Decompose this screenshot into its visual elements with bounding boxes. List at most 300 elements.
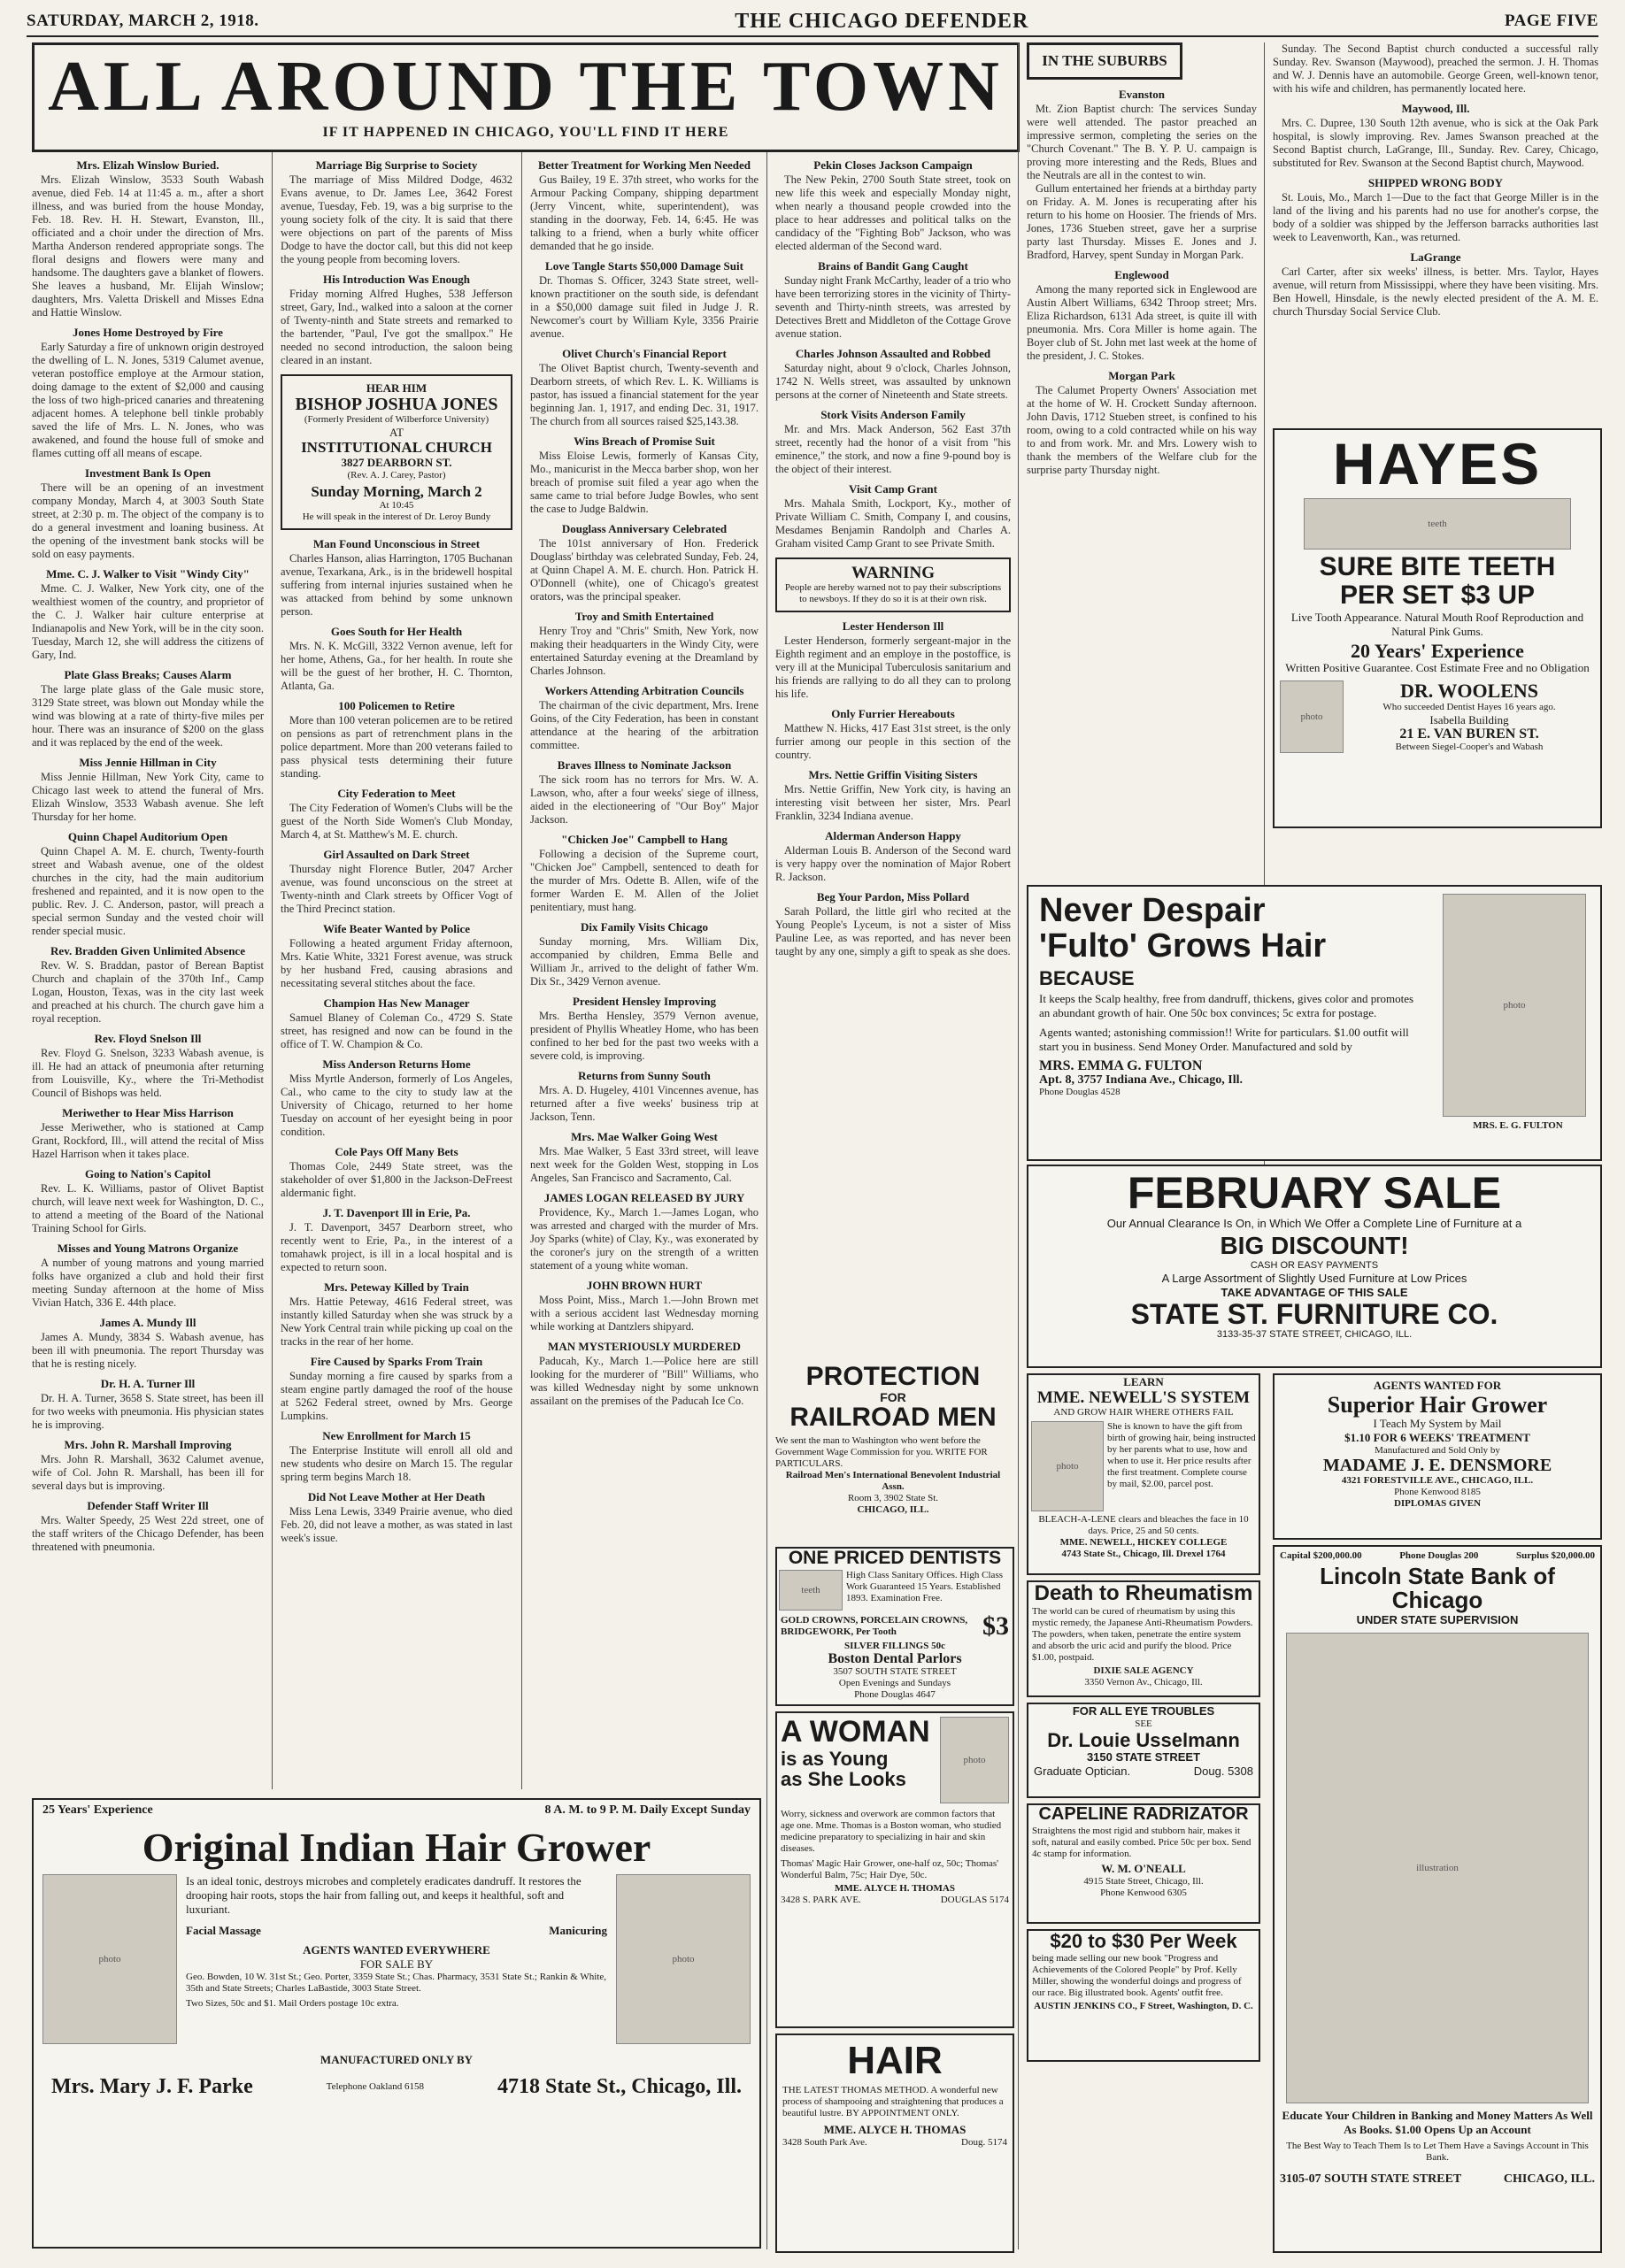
article-headline: City Federation to Meet <box>337 786 456 800</box>
bank-addr: 3105-07 SOUTH STATE STREET <box>1280 2172 1462 2186</box>
bishop-hear: HEAR HIM <box>366 381 427 395</box>
capeline-body: Straightens the most rigid and stubborn hair, makes it soft, natural and easily combed. Price 50c per box. Send 4c stamp for information. <box>1032 1826 1251 1859</box>
article-headline: Stork Visits Anderson Family <box>820 408 966 421</box>
article-body: Rev. L. K. Williams, pastor of Olivet Baptist church, will leave next week for Washington, D. C., to attend a meeting of the Board of the National Training School for Girls. <box>32 1182 264 1234</box>
indian-dealers: Geo. Bowden, 10 W. 31st St.; Geo. Porter, 3359 State St.; Chas. Pharmacy, 3531 State St.; Rankin & White, 35th and State Streets; Charles LaBastide, 3003 State Street. <box>186 1972 606 1995</box>
railroad-org: Railroad Men's International Benevolent Industrial Assn. <box>785 1469 1001 1492</box>
woman-body: Worry, sickness and overwork are common factors that age one. Mme. Thomas is a Boston woman, who studied medicine preparatory to specializing in hair and skin diseases. <box>781 1809 1002 1854</box>
article-body: The City Federation of Women's Clubs will be the guest of the North Side Women's Club Monday, March 4, at St. Matthew's M. E. church. <box>281 801 512 841</box>
bishop-jones-ad <box>281 374 512 530</box>
dentists-ad <box>775 1547 1014 1706</box>
bishop-pastor: (Rev. A. J. Carey, Pastor) <box>347 469 446 481</box>
fulto-line2: 'Fulto' Grows Hair <box>1039 926 1327 965</box>
article-headline: Pekin Closes Jackson Campaign <box>813 158 973 172</box>
article-headline: Quinn Chapel Auditorium Open <box>67 830 228 843</box>
article-headline: Meriwether to Hear Miss Harrison <box>62 1106 234 1119</box>
hayes-dentist-ad <box>1273 428 1602 828</box>
article-body: Moss Point, Miss., March 1.—John Brown met with a serious accident last Wednesday morning while working at Dantzlers shipyard. <box>530 1294 759 1333</box>
warning-box <box>775 557 1011 612</box>
newell-portrait: photo <box>1031 1421 1104 1511</box>
woman-name: MME. ALYCE H. THOMAS <box>835 1883 955 1894</box>
bank-city: CHICAGO, ILL. <box>1503 2172 1595 2186</box>
fulto-portrait: photo <box>1443 894 1586 1117</box>
bank-surplus: Surplus $20,000.00 <box>1516 1550 1595 1561</box>
article-body: The chairman of the civic department, Mrs. Irene Goins, of the City Federation, has been in constant attendance at the hearing of the arbitration committee. <box>530 699 759 751</box>
tooth-illustration: teeth <box>779 1570 843 1611</box>
sale-line1: Our Annual Clearance Is On, in Which We Offer a Complete Line of Furniture at a <box>1106 1216 1522 1230</box>
article-headline: Jones Home Destroyed by Fire <box>73 326 223 339</box>
capeline-ad <box>1027 1803 1260 1924</box>
rheumatism-agency: DIXIE SALE AGENCY <box>1093 1665 1194 1677</box>
article-headline: Love Tangle Starts $50,000 Damage Suit <box>545 259 743 273</box>
hayes-price: PER SET $3 UP <box>1339 580 1536 610</box>
article-headline: Defender Staff Writer Ill <box>87 1499 209 1512</box>
sale-big: BIG DISCOUNT! <box>1220 1231 1409 1259</box>
fulto-addr: Apt. 8, 3757 Indiana Ave., Chicago, Ill. <box>1039 1072 1243 1087</box>
article-body: Sunday. The Second Baptist church conducted a successful rally Sunday. Rev. Swanson (Maywood), preached the sermon. J. H. Thomas and W. J. Dennis have an automobile. George Green, well-known tenor, with his wife and children, has permanently located here. <box>1273 42 1598 95</box>
article-body: Mrs. Hattie Peteway, 4616 Federal street, was instantly killed Saturday when she was struck by a New York Central train while picking up coal on the tracks in the rear of her home. <box>281 1295 512 1348</box>
article-headline: Mrs. John R. Marshall Improving <box>64 1438 232 1451</box>
article-body: The New Pekin, 2700 South State street, took on new life this week and especially Monday night, when nearly a thousand people crowded into the place to hear addresses and political talks on the candidacy of the "Fighting Bob" Jackson, who was elected alderman of the Second ward. <box>775 173 1011 252</box>
bank-sub: UNDER STATE SUPERVISION <box>1356 1612 1519 1626</box>
news-column-6 <box>1273 42 1598 423</box>
article-headline: JAMES LOGAN RELEASED BY JURY <box>543 1191 745 1204</box>
bank-educate: Educate Your Children in Banking and Money Matters As Well As Books. $1.00 Opens Up an Account <box>1282 2108 1593 2136</box>
indian-addr: 4718 State St., Chicago, Ill. <box>497 2075 742 2099</box>
article-body: Mrs. A. D. Hugeley, 4101 Vincennes avenue, has returned after a five weeks' business trip at Jackson, Tenn. <box>530 1084 759 1123</box>
woman-phone: DOUGLAS 5174 <box>940 1895 1009 1905</box>
article-body: Mrs. John R. Marshall, 3632 Calumet avenue, wife of Col. John R. Marshall, has been ill for several days but is improving. <box>32 1453 264 1492</box>
article-headline: Charles Johnson Assaulted and Robbed <box>795 347 991 360</box>
article-headline: Champion Has New Manager <box>323 996 470 1010</box>
dentists-title: ONE PRICED DENTISTS <box>788 1548 1002 1568</box>
dentists-name: Boston Dental Parlors <box>828 1650 962 1666</box>
bank-capital: Capital $200,000.00 <box>1280 1550 1362 1561</box>
article-body: The Olivet Baptist church, Twenty-seventh and Dearborn streets, of which Rev. L. K. Williams is pastor, has issued a financial statement for the year beginning Jan. 1, 1917, and ending Dec. 31, 1917. The church from all sources raised $25,143.38. <box>530 362 759 427</box>
article-headline: Dr. H. A. Turner Ill <box>100 1377 196 1390</box>
section-banner <box>32 42 1020 152</box>
hayes-dr: DR. WOOLENS <box>1399 680 1539 703</box>
issue-date: SATURDAY, MARCH 2, 1918. <box>27 12 259 30</box>
money-title: $20 to $30 Per Week <box>1050 1930 1237 1952</box>
hayes-guarantee: Written Positive Guarantee. Cost Estimate Free and no Obligation <box>1285 661 1590 675</box>
article-body: The large plate glass of the Gale music store, 3129 State street, was blown out Monday while the wind was blowing at a rate of thirty-five miles per hour. There was an insurance of $200 on the glass and it was replaced by the end of the week. <box>32 683 264 749</box>
indian-hours: 8 A. M. to 9 P. M. Daily Except Sunday <box>544 1803 751 1817</box>
furniture-sale-ad <box>1027 1165 1602 1368</box>
sale-line2: A Large Assortment of Slightly Used Furniture at Low Prices <box>1161 1271 1467 1285</box>
article-headline: Mrs. Elizah Winslow Buried. <box>76 158 219 172</box>
article-headline: MAN MYSTERIOUSLY MURDERED <box>548 1340 741 1353</box>
article-headline: Returns from Sunny South <box>578 1069 711 1082</box>
dentists-open: Open Evenings and Sundays <box>838 1678 951 1689</box>
article-body: St. Louis, Mo., March 1—Due to the fact that George Miller is in the land of the living and his parents had no use for another's corpse, the body of a soldier was shipped by the Jefferson barracks authorities last week to Leavenworth, Kan., was returned. <box>1273 191 1598 243</box>
article-headline: Mrs. Mae Walker Going West <box>571 1130 718 1143</box>
article-headline: Only Furrier Hereabouts <box>831 706 955 720</box>
article-body: Miss Lena Lewis, 3349 Prairie avenue, who died Feb. 20, did not leave a mother, as was stated in last week's issue. <box>281 1504 512 1544</box>
article-headline: Mrs. Nettie Griffin Visiting Sisters <box>808 767 978 781</box>
article-headline: "Chicken Joe" Campbell to Hang <box>561 833 728 846</box>
woman-l2: is as Young <box>781 1747 889 1770</box>
article-headline: Dix Family Visits Chicago <box>580 920 709 934</box>
article-headline: Man Found Unconscious in Street <box>312 536 481 550</box>
densmore-teach: I Teach My System by Mail <box>1373 1417 1502 1431</box>
article-body: Mrs. Mae Walker, 5 East 33rd street, will leave next week for the Golden West, stopping in Los Angeles, San Francisco and Sacramento, Cal. <box>530 1145 759 1184</box>
eye-doug: Doug. 5308 <box>1193 1764 1253 1779</box>
article-body: Among the many reported sick in Englewood are Austin Albert Williams, 6342 Throop street; Mrs. Eliza Richardson, 6131 Ada street, is quite ill with pneumonia. Mrs. Cora Miller is home again. The Boyer club of St. John met last week at the home of the president, J. C. Stokes. <box>1027 283 1257 362</box>
capeline-title: CAPELINE RADRIZATOR <box>1038 1804 1249 1824</box>
indian-hair-grower-ad <box>32 1798 761 2249</box>
newell-name: MME. NEWELL'S SYSTEM <box>1036 1388 1251 1407</box>
fulto-caption: MRS. E. G. FULTON <box>1473 1120 1563 1131</box>
dentists-sub: High Class Sanitary Offices. High Class Work Guaranteed 15 Years. Established 1893. Examination Free. <box>846 1570 1004 1604</box>
articles-after-ad <box>281 537 512 1545</box>
article-headline: Fire Caused by Sparks From Train <box>310 1354 483 1368</box>
article-body: Sunday morning, Mrs. William Dix, accompanied by children, Emma Belle and William Jr., arrived to the delight of father Wm. Dix Sr., 3429 Vernon avenue. <box>530 935 759 988</box>
article-body: Early Saturday a fire of unknown origin destroyed the dwelling of L. N. Jones, 5319 Calumet avenue, veteran postoffice employe at the Armour station, doing damage to the extent of $2,000 and causing the loss of two high-priced canaries and threatening adjacent homes. A telephone bell tinkle probably saved the life of Mrs. L. N. Jones, who was awakened, and found the house full of smoke and flames cutting off all means of escape. <box>32 341 264 459</box>
banner-title: ALL AROUND THE TOWN <box>48 48 1004 126</box>
article-body: The Enterprise Institute will enroll all old and new students who desire on March 15. The regular spring term begins March 18. <box>281 1443 512 1483</box>
article-headline: Alderman Anderson Happy <box>825 828 961 842</box>
eye-head: FOR ALL EYE TROUBLES <box>1072 1704 1215 1718</box>
eye-see: SEE <box>1135 1718 1152 1729</box>
article-headline: New Enrollment for March 15 <box>322 1428 471 1442</box>
newell-system-ad <box>1027 1373 1260 1575</box>
articles-bottom <box>775 619 1011 958</box>
hayes-exp: 20 Years' Experience <box>1351 640 1524 663</box>
article-headline: Visit Camp Grant <box>849 482 937 496</box>
article-body: Mr. and Mrs. Mack Anderson, 562 East 37th street, recently had the honor of a visit from "his eminence," the stork, and now a fine 9-pound boy is the object of their interest. <box>775 423 1011 475</box>
rheumatism-body: The world can be cured of rheumatism by using this mystic remedy, the Japanese Anti-Rheumatism Powders. The powders, when taken, penetrate the entire system and absorb the uric acid and purify the blood. Price $1.00, postpaid. <box>1032 1606 1253 1664</box>
sale-store: STATE ST. FURNITURE CO. <box>1130 1297 1498 1330</box>
article-headline: Marriage Big Surprise to Society <box>315 158 478 172</box>
hayes-dr-sub: Who succeeded Dentist Hayes 16 years ago. <box>1382 701 1556 712</box>
indian-agents: AGENTS WANTED EVERYWHERE <box>303 1943 490 1957</box>
bishop-note: He will speak in the interest of Dr. Leroy Bundy <box>302 511 491 522</box>
article-headline: Miss Anderson Returns Home <box>322 1057 471 1071</box>
dentists-phone: Phone Douglas 4647 <box>854 1689 936 1701</box>
article-body: Friday morning Alfred Hughes, 538 Jefferson street, Gary, Ind., walked into a saloon at the corner of Twenty-ninth and State streets and remarked to the bartender, "Paul, I've got the smallpox." He needed no second introduction, the saloon being cleared in an instant. <box>281 288 512 366</box>
article-headline: Douglass Anniversary Celebrated <box>561 522 728 535</box>
column-rule <box>1264 42 1265 1361</box>
article-body: More than 100 veteran policemen are to be retired on pensions as part of retrenchment plans in the police department. More than 200 veterans failed to pass physical tests determining their future standing. <box>281 713 512 780</box>
indian-manicuring: Manicuring <box>549 1924 607 1938</box>
article-headline: Better Treatment for Working Men Needed <box>537 158 751 172</box>
column-rule <box>521 152 522 1789</box>
newell-bleach: BLEACH-A-LENE clears and bleaches the face in 10 days. Price, 25 and 50 cents. <box>1038 1513 1249 1536</box>
dentists-addr: 3507 SOUTH STATE STREET <box>833 1666 957 1678</box>
article-body: Dr. H. A. Turner, 3658 S. State street, has been ill for two weeks with pneumonia. His physician states he is improving. <box>32 1392 264 1431</box>
article-body: Providence, Ky., March 1.—James Logan, who was arrested and charged with the murder of Mrs. Joy Sparks (white) of Clay, Ky., was exonerated by the coroner's jury on the strength of a written statement of a young white woman. <box>530 1206 759 1272</box>
newell-maker: MME. NEWELL, HICKEY COLLEGE <box>1059 1536 1228 1548</box>
article-body: Dr. Thomas S. Officer, 3243 State street, well-known practitioner on the south side, is defendant in a $50,000 damage suit filed in Judge J. R. Newcomer's court by William Kyle, 3356 Prairie avenue. <box>530 274 759 340</box>
article-headline: Rev. Bradden Given Unlimited Absence <box>50 944 245 957</box>
money-body: being made selling our new book "Progress and Achievements of the Colored People" by Prof. Kelly Miller, showing the wonderful doings and progress of our race. Big illustrated book. Agents' outfit free. <box>1032 1953 1242 1999</box>
woman-l3: as She Looks <box>781 1767 906 1790</box>
indian-tel: Telephone Oakland 6158 <box>326 2081 425 2093</box>
article-body: Thomas Cole, 2449 State street, was the stakeholder of over $1,800 in the Jackson-DeFreest aldermanic fight. <box>281 1159 512 1199</box>
article-body: Saturday night, about 9 o'clock, Charles Johnson, 1742 N. Wells street, was assaulted by unknown persons at the corner of Nineteenth and State streets. <box>775 362 1011 401</box>
bishop-address: 3827 DEARBORN ST. <box>341 455 452 469</box>
woman-l1: A WOMAN <box>781 1715 930 1749</box>
article-body: Alderman Louis B. Anderson of the Second ward is very happy over the nomination of Major Robert R. Jackson. <box>775 843 1011 883</box>
article-body: Charles Hanson, alias Harrington, 1705 Buchanan avenue, Texarkana, Ark., is in the bridewell hospital suffering from internal injuries sustained when he was attacked from behind by some unknown person. <box>281 551 512 618</box>
eye-name: Dr. Louie Usselmann <box>1047 1729 1240 1751</box>
densmore-agents: AGENTS WANTED FOR <box>1373 1379 1502 1392</box>
column-rule <box>272 152 273 1789</box>
railroad-body: We sent the man to Washington who went before the Government Wage Commission for you. WRITE FOR PARTICULARS. <box>775 1434 988 1469</box>
bishop-at: AT <box>389 426 404 439</box>
article-body: Jesse Meriwether, who is stationed at Camp Grant, Rockford, Ill., will attend the recital of Miss Hazel Harrison when it takes place. <box>32 1121 264 1160</box>
articles-top <box>775 158 1011 550</box>
fulto-line1: Never Despair <box>1039 892 1266 929</box>
article-body: A number of young matrons and young married folks have organized a club and hold their first meeting Sunday afternoon at the home of Miss Vivian Hatch, 336 E. 44th place. <box>32 1257 264 1309</box>
railroad-room: Room 3, 3902 State St. <box>847 1492 939 1503</box>
article-headline: Workers Attending Arbitration Councils <box>544 684 744 697</box>
woman-portrait: photo <box>940 1717 1009 1803</box>
fulto-seller: MRS. EMMA G. FULTON <box>1039 1057 1203 1073</box>
indian-facial: Facial Massage <box>186 1924 261 1938</box>
banner-subtitle: IF IT HAPPENED IN CHICAGO, YOU'LL FIND IT HERE <box>322 125 729 140</box>
eye-addr: 3150 STATE STREET <box>1086 1750 1201 1764</box>
article-body: J. T. Davenport, 3457 Dearborn street, who recently went to Erie, Pa., in the interest of a tomahawk project, is ill in a local hospital and is expected to return soon. <box>281 1220 512 1273</box>
bishop-time: Sunday Morning, March 2 <box>311 482 482 500</box>
indian-mfd: MANUFACTURED ONLY BY <box>320 2053 474 2067</box>
hayes-between: Between Siegel-Cooper's and Wabash <box>1395 742 1544 753</box>
fulto-agents: Agents wanted; astonishing commission!! Write for particulars. $1.00 outfit will start you in business. Send Money Order. Manufactured and sold by <box>1039 1025 1409 1053</box>
hayes-addr: 21 E. VAN BUREN ST. <box>1399 726 1539 742</box>
article-body: There will be an opening of an investment company Monday, March 4, at 3003 South State street, at 2:30 p. m. The object of the company is to do a general investment and loaning business. At the opening of the investment bank stocks will be sold on easy payments. <box>32 481 264 560</box>
bank-phone: Phone Douglas 200 <box>1399 1550 1479 1561</box>
page-number: PAGE FIVE <box>1504 12 1598 30</box>
article-body: James A. Mundy, 3834 S. Wabash avenue, has been ill with pneumonia. The report Thursday was that he is resting nicely. <box>32 1331 264 1370</box>
article-headline: Braves Illness to Nominate Jackson <box>557 758 732 772</box>
railroad-l3: RAILROAD MEN <box>789 1403 997 1433</box>
article-body: Paducah, Ky., March 1.—Police here are still looking for the murderer of "Bill" Williams, who was killed Wednesday night by some unknown assailant on the premises of the Paducah Ice Co. <box>530 1355 759 1407</box>
article-headline: Troy and Smith Entertained <box>574 610 714 623</box>
woman-addr: 3428 S. PARK AVE. <box>781 1895 861 1905</box>
news-column-1 <box>32 152 264 1789</box>
article-body: Miss Jennie Hillman, New York City, came to Chicago last week to attend the funeral of Mrs. Elizah Winslow, 3533 Wabash avenue. She left Thursday for her home. <box>32 771 264 823</box>
suburbs-heading: IN THE SUBURBS <box>1027 42 1182 80</box>
fulto-line3: BECAUSE <box>1039 966 1135 989</box>
article-body: Henry Troy and "Chris" Smith, New York, now making their headquarters in the Windy City, were entertained Saturday evening at the Dreamland by Charles Johnson. <box>530 625 759 677</box>
eye-grad: Graduate Optician. <box>1034 1764 1131 1779</box>
sale-take: TAKE ADVANTAGE OF THIS SALE <box>1221 1285 1408 1299</box>
sale-title: FEBRUARY SALE <box>1127 1168 1502 1218</box>
bishop-name: BISHOP JOSHUA JONES <box>295 395 498 414</box>
hair-title: HAIR <box>847 2039 943 2082</box>
densmore-hair-ad <box>1273 1373 1602 1540</box>
railroad-city: CHICAGO, ILL. <box>857 1503 929 1515</box>
article-body: The 101st anniversary of Hon. Frederick Douglass' birthday was celebrated Sunday, Feb. 24, at Quinn Chapel A. M. E. church. Hon. Patrick H. O'Donnell (white), one of Chicago's greatest orators, was the principal speaker. <box>530 537 759 603</box>
article-body: Following a heated argument Friday afternoon, Mrs. Katie White, 3321 Forest avenue, was struck by her husband Fred, causing abrasions and necessitating several stitches about the face. <box>281 936 512 989</box>
hayes-name: HAYES <box>1332 431 1543 496</box>
article-headline: J. T. Davenport Ill in Erie, Pa. <box>322 1205 471 1219</box>
sale-addr: 3133-35-37 STATE STREET, CHICAGO, ILL. <box>1216 1329 1413 1341</box>
hair-phone: Doug. 5174 <box>961 2137 1007 2149</box>
fulto-phone: Phone Douglas 4528 <box>1039 1087 1121 1098</box>
woman-young-ad <box>775 1711 1014 2028</box>
warning-title: WARNING <box>851 564 935 582</box>
article-body: The Calumet Property Owners' Association met at the home of W. H. Crockett Sunday afternoon. John Davis, 1712 Stueben street, is confined to his room, owing to a cold contracted while on his way to and from work. Mr. and Mrs. Lowery wish to thank the members of the Welfare club for the surprise party Thursday night. <box>1027 384 1257 476</box>
densmore-diplomas: DIPLOMAS GIVEN <box>1393 1498 1482 1510</box>
hair-addr: 3428 South Park Ave. <box>782 2137 867 2149</box>
lincoln-bank-ad <box>1273 1545 1602 2253</box>
bishop-formerly: (Formerly President of Wilberforce University) <box>304 414 489 425</box>
article-headline: Maywood, Ill. <box>1401 102 1470 115</box>
hayes-headline: SURE BITE TEETH <box>1319 552 1556 582</box>
article-headline: Wins Breach of Promise Suit <box>574 434 715 448</box>
bishop-church: INSTITUTIONAL CHURCH <box>301 439 492 456</box>
article-body: Gus Bailey, 19 E. 37th street, who works for the Armour Packing Company, shipping department (Jerry Vincent, white, superintendent), was standing in the doorway, Feb. 14, 6:45. He was talking to a friend, when a burly white officer demanded that he go inside. <box>530 173 759 252</box>
article-body: Rev. W. S. Braddan, pastor of Berean Baptist Church and chaplain of the 370th Inf., Camp Logan, Houston, Texas, was in the city last week and preached at his church. The church gave him a royal reception. <box>32 959 264 1025</box>
article-headline: Lester Henderson Ill <box>842 619 944 633</box>
indian-prices: Two Sizes, 50c and $1. Mail Orders postage 10c extra. <box>186 1998 399 2010</box>
article-headline: Girl Assaulted on Dark Street <box>323 847 470 861</box>
densmore-addr: 4321 FORESTVILLE AVE., CHICAGO, ILL. <box>1341 1475 1534 1487</box>
warning-body: People are hereby warned not to pay their subscriptions to newsboys. If they do so it is at their own risk. <box>784 581 1002 604</box>
article-headline: Wife Beater Wanted by Police <box>322 921 471 935</box>
article-headline: Mme. C. J. Walker to Visit "Windy City" <box>46 567 250 580</box>
dentists-gold: GOLD CROWNS, PORCELAIN CROWNS, BRIDGEWORK, Per Tooth <box>781 1614 968 1637</box>
bank-body: The Best Way to Teach Them Is to Let Them Have a Savings Account in This Bank. <box>1286 2140 1589 2163</box>
densmore-price: $1.10 FOR 6 WEEKS' TREATMENT <box>1344 1431 1530 1445</box>
article-headline: Did Not Leave Mother at Her Death <box>307 1489 486 1503</box>
newspaper-title: THE CHICAGO DEFENDER <box>735 9 1029 33</box>
densmore-name: MADAME J. E. DENSMORE <box>1322 1456 1552 1476</box>
article-headline: Cole Pays Off Many Bets <box>335 1144 458 1158</box>
newell-body: She is known to have the gift from birth of growing hair, being instructed by her parents what to use, how and when to use it. Her price results after the first treatment. Complete course by mail, $2.00, parcel post. <box>1107 1420 1256 1489</box>
article-headline: James A. Mundy Ill <box>99 1316 196 1329</box>
rheumatism-ad <box>1027 1580 1260 1697</box>
woman-prices: Thomas' Magic Hair Grower, one-half oz, 50c; Thomas' Wonderful Balm, 75c; Hair Dye, 50c. <box>781 1858 999 1880</box>
teeth-illustration: teeth <box>1304 498 1571 550</box>
fulto-body: It keeps the Scalp healthy, free from dandruff, thickens, gives color and promotes an abundant growth of hair. One 50c box convinces; 5c extra for postage. <box>1039 991 1414 1019</box>
portrait-photo: photo <box>42 1874 177 2044</box>
article-body: Mrs. C. Dupree, 130 South 12th avenue, who is sick at the Oak Park hospital, is slowly improving. Rev. James Swanson preached at the Second Baptist church, LaGrange, Ill., Sunday. Rev. Carey, Chicago, substituted for Rev. Swanson at the Second Baptist church, Maywood. <box>1273 117 1598 169</box>
article-body: The marriage of Miss Mildred Dodge, 4632 Evans avenue, to Dr. James Lee, 3642 Forest avenue, Tuesday, Feb. 19, was a big surprise to the young society folk of the city. It is said that there were objections on part of the parents of Miss Dodge to have the doctor call, but this did not keep the young people from becoming lovers. <box>281 173 512 265</box>
article-headline: Plate Glass Breaks; Causes Alarm <box>64 668 232 681</box>
capeline-phone: Phone Kenwood 6305 <box>1100 1887 1187 1898</box>
dentist-portrait: photo <box>1280 680 1344 753</box>
book-agents-ad <box>1027 1929 1260 2062</box>
newell-sub: AND GROW HAIR WHERE OTHERS FAIL <box>1053 1406 1234 1418</box>
bishop-hour: At 10:45 <box>379 499 414 511</box>
article-body: Miss Myrtle Anderson, formerly of Los Angeles, Cal., who came to the city to study law at the University of Chicago, returned to her home Tuesday on account of her eyesight being in poor condition. <box>281 1072 512 1138</box>
dentists-price: $3 <box>982 1611 1009 1641</box>
article-body: The sick room has no terrors for Mrs. W. A. Lawson, who, after a four weeks' siege of illness, aided in the electioneering of "Our Boy" Major Jackson. <box>530 773 759 826</box>
articles-before-ad <box>281 158 512 367</box>
article-body: Sunday morning a fire caused by sparks from a steam engine partly damaged the roof of the house at 5262 Federal street, owned by Mrs. George Lumpkins. <box>281 1369 512 1422</box>
indian-years: 25 Years' Experience <box>42 1803 153 1817</box>
article-headline: Evanston <box>1118 88 1166 101</box>
article-body: Miss Eloise Lewis, formerly of Kansas City, Mo., manicurist in the Mecca barber shop, won her breach of promise suit filed a year ago when the same came to trial before Judge Bowles, who sent the case to Judge Baldwin. <box>530 450 759 515</box>
article-headline: Goes South for Her Health <box>330 624 463 638</box>
article-body: Lester Henderson, formerly sergeant-major in the Eighth regiment and an employe in the postoffice, is very ill at the Municipal Tuberculosis sanitarium and his friends are rallying to do all they can to prolong his life. <box>775 634 1011 700</box>
article-body: Mrs. Nettie Griffin, New York city, is having an interesting visit between her sister, Mrs. Pearl Franklin, 3234 Indiana avenue. <box>775 782 1011 822</box>
article-headline: Investment Bank Is Open <box>85 466 211 480</box>
densmore-title: Superior Hair Grower <box>1327 1392 1548 1418</box>
hayes-bldg: Isabella Building <box>1429 712 1509 727</box>
article-body: Mrs. Bertha Hensley, 3579 Vernon avenue, president of Phyllis Wheatley Home, who has been confined to her bed for the past two weeks with a severe cold, is improving. <box>530 1010 759 1062</box>
dentists-fill: SILVER FILLINGS 50c <box>844 1640 945 1651</box>
hair-thomas-ad <box>775 2034 1014 2253</box>
article-body: Mrs. Elizah Winslow, 3533 South Wabash avenue, died Feb. 14 at 11:45 a. m., after a short illness, and was buried from the house Monday, Feb. 18. Rev. H. H. Stewart, Evanston, Ill., officiated and a choir under the direction of Mrs. Martha Anderson rendered appropriate songs. The floral designs and flowers were many and handsome. The daughters gave a blanket of flowers. She leaves a husband, Mr. Elijah Winslow; daughters, Mrs. Valetta Driskell and Misses Edna and Hattie Winslow. <box>32 173 264 319</box>
column-rule <box>766 152 767 2249</box>
indian-maker: Mrs. Mary J. F. Parke <box>51 2075 253 2099</box>
article-headline: Englewood <box>1114 268 1169 281</box>
article-body: Gullum entertained her friends at a birthday party on Friday. A. M. Jones is recuperating after his return to his home on Hoosier. The friends of Mrs. Jones, 1736 Stueben street, gave her a surprise party last Thursday. Misses E. Jones and J. Bradford, Harvey, spent Sunday in Morgan Park. <box>1027 182 1257 261</box>
indian-sale: FOR SALE BY <box>359 1957 434 1972</box>
railroad-l2: FOR <box>880 1389 906 1404</box>
densmore-phone: Phone Kenwood 8185 <box>1394 1487 1481 1498</box>
hair-name: MME. ALYCE H. THOMAS <box>823 2123 967 2137</box>
sale-cash: CASH OR EASY PAYMENTS <box>1250 1259 1379 1271</box>
article-headline: His Introduction Was Enough <box>322 273 471 286</box>
article-headline: Miss Jennie Hillman in City <box>79 756 217 769</box>
rheumatism-addr: 3350 Vernon Av., Chicago, Ill. <box>1084 1677 1203 1688</box>
news-column-4 <box>775 152 1011 1356</box>
article-body: Mrs. N. K. McGill, 3322 Vernon avenue, left for her home, Athens, Ga., for her health. In route she will be the guest of her brother, H. C. Thornton, Atlanta, Ga. <box>281 639 512 692</box>
article-headline: President Hensley Improving <box>572 995 717 1008</box>
article-headline: Rev. Floyd Snelson Ill <box>94 1032 202 1045</box>
indian-body: Is an ideal tonic, destroys microbes and completely eradicates dandruff. It restores the drooping hair roots, stops the hair from falling out, and keeps it healthful, soft and luxuriant. <box>186 1874 581 1917</box>
article-body: Mt. Zion Baptist church: The services Sunday were well attended. The pastor preached an impressive sermon, completing the series on the "Church Covenant." The B. Y. P. U. campaign is proving more interesting and the Reds, Blues and the Neutrals are all in the contest to win. <box>1027 103 1257 181</box>
article-body: Mme. C. J. Walker, New York city, one of the wealthiest women of the country, and proprietor of the C. J. Walker hair culture enterprise at Indianapolis and New York, will be in the city soon. Tuesday, March 12, she will address the citizens of Gary, Ind. <box>32 582 264 661</box>
newell-learn: LEARN <box>1123 1375 1164 1388</box>
densmore-mfd: Manufactured and Sold Only by <box>1375 1445 1500 1457</box>
article-headline: Going to Nation's Capitol <box>85 1167 211 1180</box>
fulto-hair-ad <box>1027 885 1602 1161</box>
bank-name: Lincoln State Bank of Chicago <box>1320 1563 1555 1614</box>
news-column-2 <box>281 152 512 1789</box>
article-body: Sunday night Frank McCarthy, leader of a trio who have been terrorizing stores in the vicinity of Thirty-seventh and Thirty-ninth streets, was arrested by Detectives Brett and Middleton of the Cottage Grove avenue station. <box>775 274 1011 340</box>
newell-addr: 4743 State St., Chicago, Ill. Drexel 1764 <box>1061 1548 1226 1559</box>
railroad-l1: PROTECTION <box>805 1363 981 1391</box>
rheumatism-title: Death to Rheumatism <box>1034 1581 1253 1605</box>
indian-title: Original Indian Hair Grower <box>142 1825 651 1870</box>
article-body: Samuel Blaney of Coleman Co., 4729 S. State street, has resigned and now can be found in the office of T. W. Champion & Co. <box>281 1011 512 1050</box>
article-body: Carl Carter, after six weeks' illness, is better. Mrs. Taylor, Hayes avenue, will return from Mississippi, where they have been visiting. Mrs. Ben Howell, Hinsdale, is the newly elected president of the A. M. E. church Thursday Social Service Club. <box>1273 265 1598 318</box>
money-firm: AUSTIN JENKINS CO., F Street, Washington, D. C. <box>1034 2001 1253 2012</box>
article-headline: JOHN BROWN HURT <box>586 1279 703 1292</box>
bank-illustration: illustration <box>1286 1633 1589 2103</box>
column-rule <box>1018 42 1019 2249</box>
hair-body: THE LATEST THOMAS METHOD. A wonderful new process of shampooing and straightening that produces a beautiful lustre. BY APPOINTMENT ONLY. <box>782 2085 1004 2119</box>
portrait-photo: photo <box>616 1874 751 2044</box>
article-headline: LaGrange <box>1410 250 1461 264</box>
optician-ad <box>1027 1703 1260 1798</box>
article-headline: Mrs. Peteway Killed by Train <box>324 1280 469 1294</box>
article-headline: 100 Policemen to Retire <box>338 698 455 712</box>
article-headline: Brains of Bandit Gang Caught <box>818 259 968 273</box>
article-headline: Beg Your Pardon, Miss Pollard <box>816 889 970 903</box>
capeline-addr: 4915 State Street, Chicago, Ill. <box>1083 1876 1204 1887</box>
hayes-sub: Live Tooth Appearance. Natural Mouth Roof Reproduction and Natural Pink Gums. <box>1290 611 1584 639</box>
article-body: Following a decision of the Supreme court, "Chicken Joe" Campbell, sentenced to death for the murder of Mrs. Odette B. Allen, wife of the former Warden E. M. Allen of the Joliet penitentiary, must hang. <box>530 848 759 913</box>
article-body: Mrs. Mahala Smith, Lockport, Ky., mother of Private William C. Smith, Company I, and cousins, Mesdames Benjamin Randolph and Charles A. Graham visited Camp Grant to see Private Smith. <box>775 497 1011 550</box>
railroad-men-ad <box>775 1363 1011 1540</box>
article-headline: SHIPPED WRONG BODY <box>1367 176 1504 189</box>
article-headline: Morgan Park <box>1108 369 1175 382</box>
article-body: Rev. Floyd G. Snelson, 3233 Wabash avenue, is ill. He had an attack of pneumonia after returning from Louisville, Ky., where the Tri-Methodist Council of Bishops was held. <box>32 1047 264 1099</box>
article-body: Mrs. Walter Speedy, 25 West 22d street, one of the staff writers of the Chicago Defender, has been threatened with pneumonia. <box>32 1514 264 1553</box>
article-body: Matthew N. Hicks, 417 East 31st street, is the only furrier among our people in this section of the country. <box>775 721 1011 761</box>
article-headline: Olivet Church's Financial Report <box>562 347 727 360</box>
article-body: Thursday night Florence Butler, 2047 Archer avenue, was found unconscious on the street at Twenty-ninth and Clark streets by Officer Vogt of the Third Precinct station. <box>281 862 512 915</box>
article-headline: Misses and Young Matrons Organize <box>57 1242 239 1255</box>
article-body: Sarah Pollard, the little girl who recited at the Young People's Lyceum, is not a sister of Miss Pauline Lee, as was reported, and has never been taught by any one, simply a gift to speak as she does. <box>775 904 1011 957</box>
